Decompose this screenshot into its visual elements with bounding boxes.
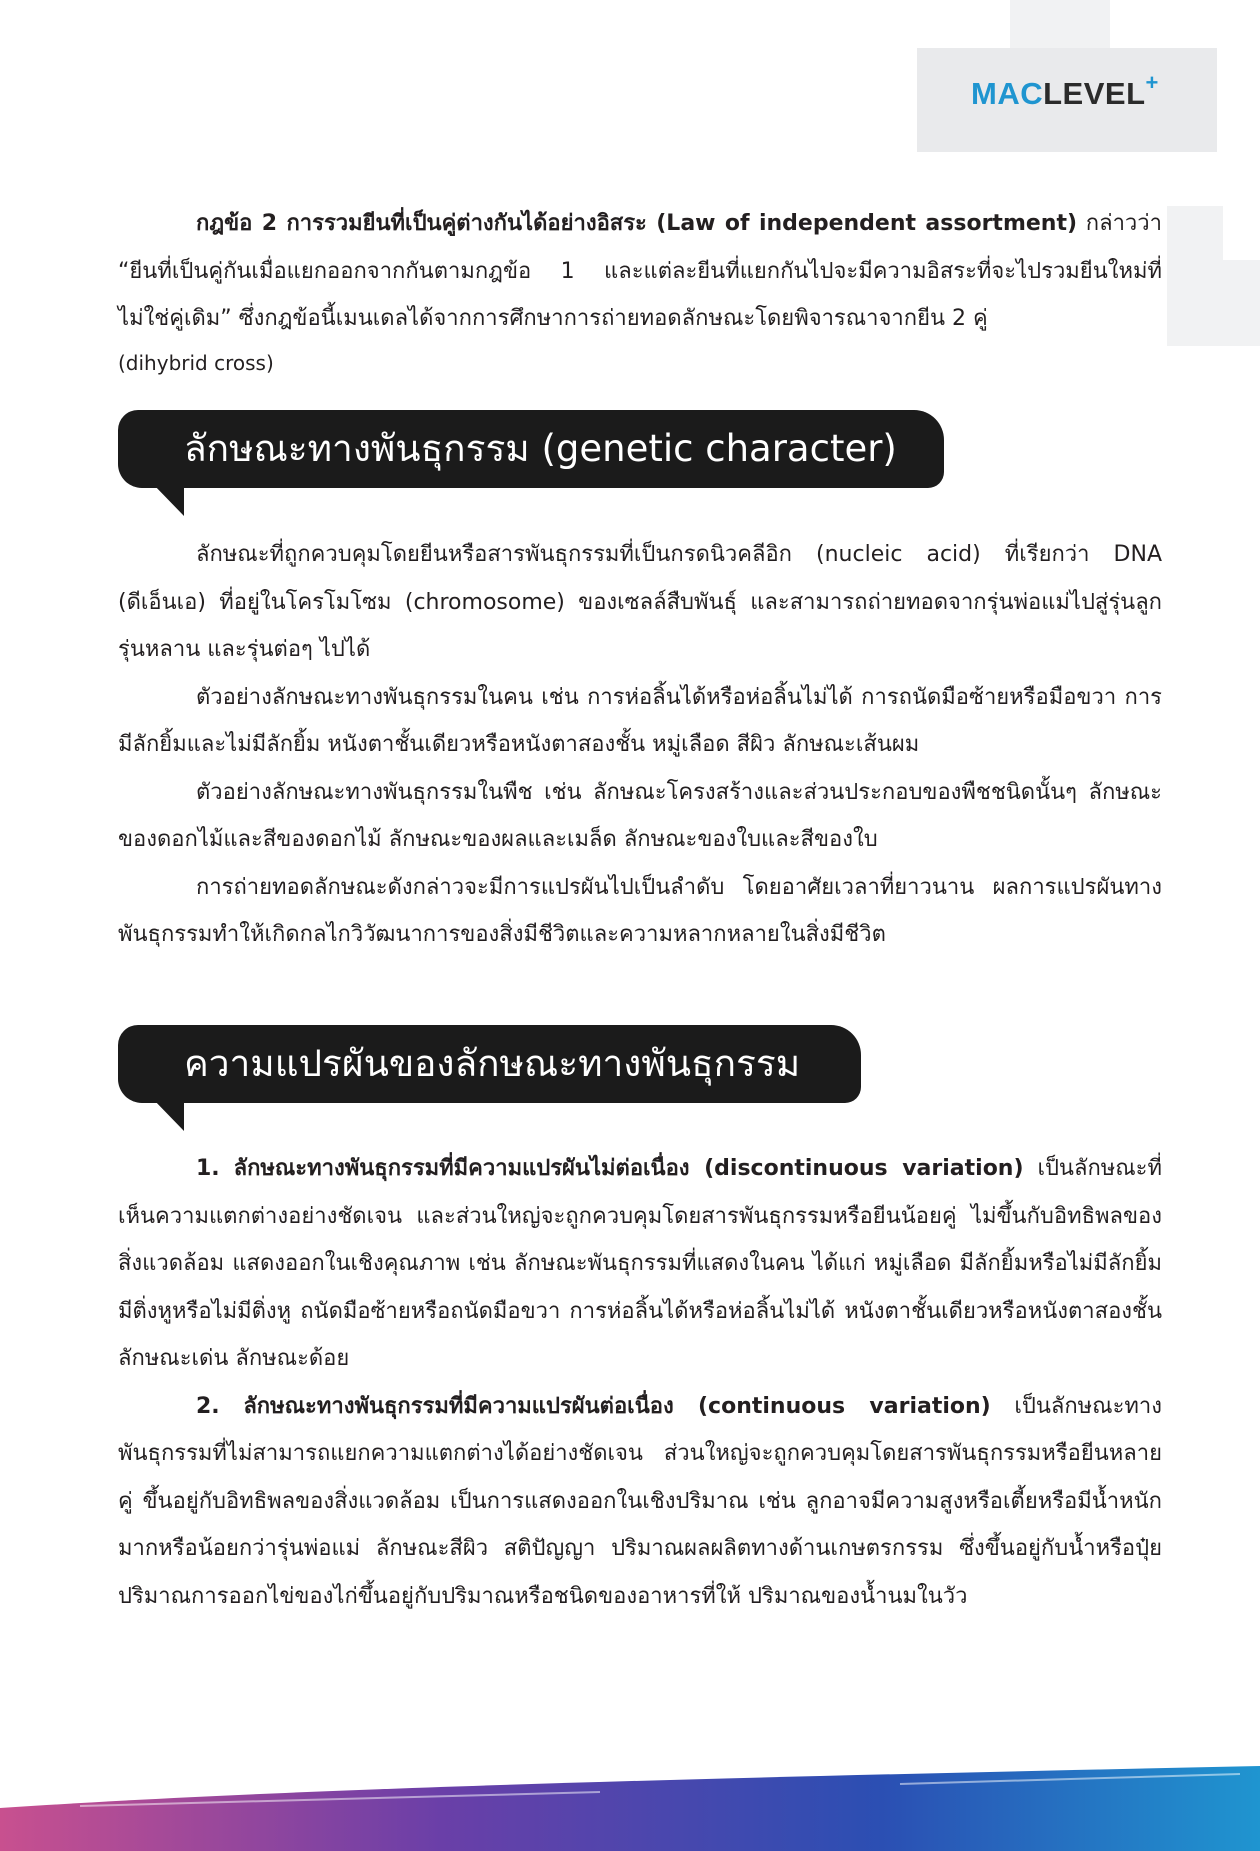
section2-body (118, 1145, 1162, 1620)
item-lead: ลักษณะทางพันธุกรรมที่มีความแปรผันไม่ต่อเนื่อง (discontinuous variation) (233, 1156, 1024, 1181)
section2-title: ความแปรผันของลักษณะทางพันธุกรรม (184, 1042, 801, 1085)
section1-paragraph: ตัวอย่างลักษณะทางพันธุกรรมในพืช เช่น ลักษณะโครงสร้างและส่วนประกอบของพืชชนิดนั้นๆ ลักษณะของดอกไม้และสีของดอกไม้ ลักษณะของผลและเมล็ด ลักษณะของใบและสีของใบ (118, 779, 1162, 852)
logo-plus-icon: + (1145, 70, 1159, 95)
section1-paragraph: ตัวอย่างลักษณะทางพันธุกรรมในคน เช่น การห่อลิ้นได้หรือห่อลิ้นไม่ได้ การถนัดมือซ้ายหรือมือขวา การมีลักยิ้มและไม่มีลักยิ้ม หนังตาชั้นเดียวหรือหนังตาสองชั้น หมู่เลือด สีผิว ลักษณะเส้นผม (118, 684, 1162, 757)
logo-mac-text: MAC (971, 76, 1044, 111)
decorative-square (1223, 260, 1260, 346)
section1-paragraph: ลักษณะที่ถูกควบคุมโดยยีนหรือสารพันธุกรรมที่เป็นกรดนิวคลีอิก (nucleic acid) ที่เรียกว่า DNA (ดีเอ็นเอ) ที่อยู่ในโครโมโซม (chromosome) ของเซลล์สืบพันธุ์ และสามารถถ่ายทอดจากรุ่นพ่อแม่ไปสู่รุ่นลูก รุ่นหลาน และรุ่นต่อๆ ไปได้ (118, 542, 1162, 662)
intro-lead: กฎข้อ 2 การรวมยีนที่เป็นคู่ต่างกันได้อย่างอิสระ (Law of independent assortment) (196, 211, 1078, 236)
intro-block (118, 200, 1162, 383)
footer-gradient-band (0, 1748, 1260, 1851)
item-text: เป็นลักษณะที่เห็นความแตกต่างอย่างชัดเจน และส่วนใหญ่จะถูกควบคุมโดยสารพันธุกรรมหรือยีนน้อยคู่ ไม่ขึ้นกับอิทธิพลของสิ่งแวดล้อม แสดงออกในเชิงคุณภาพ เช่น ลักษณะพันธุกรรมที่แสดงในคน ได้แก่ หมู่เลือด มีลักยิ้มหรือไม่มีลักยิ้ม มีติ่งหูหรือไม่มีติ่งหู ถนัดมือซ้ายหรือถนัดมือขวา การห่อลิ้นได้หรือห่อลิ้นไม่ได้ หนังตาชั้นเดียวหรือหนังตาสองชั้น ลักษณะเด่น ลักษณะด้อย (118, 1156, 1162, 1371)
variation-item (118, 1383, 1162, 1621)
item-number: 2. (196, 1393, 220, 1419)
intro-paragraph (118, 200, 1162, 343)
section1-body (118, 531, 1162, 959)
intro-note: (dihybrid cross) (118, 350, 274, 375)
logo-level-text: LEVEL (1043, 76, 1146, 111)
brand-logo (971, 70, 1159, 111)
item-lead: ลักษณะทางพันธุกรรมที่มีความแปรผันต่อเนื่อง (continuous variation) (243, 1393, 991, 1419)
decorative-square (1167, 206, 1223, 346)
variation-item (118, 1145, 1162, 1383)
decorative-square (1010, 0, 1110, 48)
intro-text: กล่าวว่า “ยีนที่เป็นคู่กันเมื่อแยกออกจากกันตามกฎข้อ 1 และแต่ละยีนที่แยกกันไปจะมีความอิสระที่จะไปรวมยีนใหม่ที่ไม่ใช่คู่เดิม” ซึ่งกฎข้อนี้เมนเดลได้จากการศึกษาการถ่ายทอดลักษณะโดยพิจารณาจากยีน 2 คู่ (118, 211, 1162, 331)
item-text: เป็นลักษณะทางพันธุกรรมที่ไม่สามารถแยกความแตกต่างได้อย่างชัดเจน ส่วนใหญ่จะถูกควบคุมโดยสารพันธุกรรมหรือยีนหลายคู่ ขึ้นอยู่กับอิทธิพลของสิ่งแวดล้อม เป็นการแสดงออกในเชิงปริมาณ เช่น ลูกอาจมีความสูงหรือเตี้ยหรือมีน้ำหนักมากหรือน้อยกว่ารุ่นพ่อแม่ ลักษณะสีผิว สติปัญญา ปริมาณผลผลิตทางด้านเกษตรกรรม ซึ่งขึ้นอยู่กับน้ำหรือปุ๋ย ปริมาณการออกไข่ของไก่ขึ้นอยู่กับปริมาณหรือชนิดของอาหารที่ให้ ปริมาณของน้ำนมในวัว (118, 1393, 1162, 1609)
item-number: 1. (196, 1156, 220, 1181)
section1-title: ลักษณะทางพันธุกรรม (genetic character) (184, 427, 897, 470)
section1-paragraph: การถ่ายทอดลักษณะดังกล่าวจะมีการแปรผันไปเป็นลำดับ โดยอาศัยเวลาที่ยาวนาน ผลการแปรผันทางพันธุกรรมทำให้เกิดกลไกวิวัฒนาการของสิ่งมีชีวิตและความหลากหลายในสิ่งมีชีวิต (118, 874, 1162, 947)
